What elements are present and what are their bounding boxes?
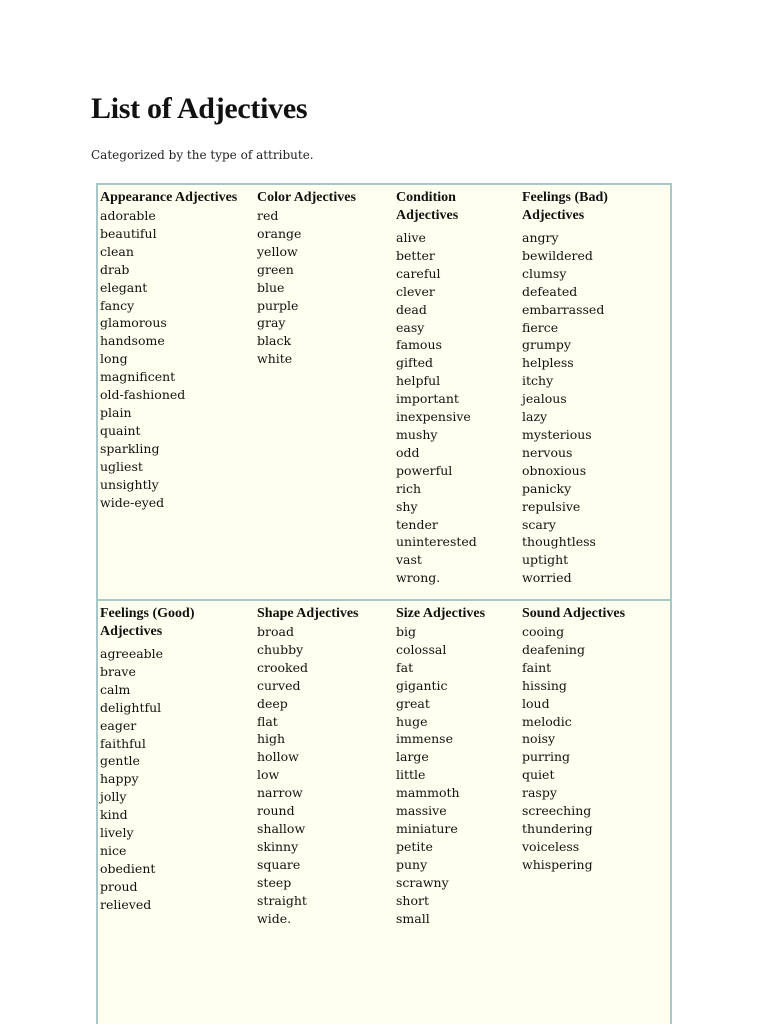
word-item: old-fashioned xyxy=(100,387,186,403)
table-cell-appearance xyxy=(100,185,256,599)
word-item: odd xyxy=(396,444,420,460)
word-item: clumsy xyxy=(522,265,567,281)
word-item: lazy xyxy=(522,409,548,425)
word-item: lively xyxy=(100,825,134,841)
word-item: glamorous xyxy=(100,315,167,331)
word-item: handsome xyxy=(100,333,165,349)
word-item: obedient xyxy=(100,860,156,876)
word-item: big xyxy=(396,624,417,639)
word-item: thoughtless xyxy=(522,534,596,550)
word-item: white xyxy=(257,351,293,367)
table-cell-feelings-bad xyxy=(522,185,670,599)
word-item: better xyxy=(396,247,435,263)
table-row xyxy=(98,601,670,1026)
word-item: flat xyxy=(257,713,278,729)
word-item: alive xyxy=(396,230,426,245)
word-item: uptight xyxy=(522,552,569,568)
table-cell-condition xyxy=(396,185,522,599)
word-item: little xyxy=(396,767,426,783)
word-item: agreeable xyxy=(100,646,164,661)
word-item: powerful xyxy=(396,462,453,478)
word-item: voiceless xyxy=(522,838,580,854)
word-item: angry xyxy=(522,230,559,245)
word-item: loud xyxy=(522,695,550,711)
word-item: easy xyxy=(396,319,425,335)
word-item: cooing xyxy=(522,624,565,639)
word-item: calm xyxy=(100,681,131,697)
word-list xyxy=(257,623,396,927)
word-item: vast xyxy=(396,552,422,568)
word-item: defeated xyxy=(522,283,578,299)
word-item: puny xyxy=(396,856,428,872)
word-item: yellow xyxy=(257,243,298,259)
word-item: faint xyxy=(522,659,552,675)
word-item: unsightly xyxy=(100,476,159,492)
word-item: brave xyxy=(100,663,136,679)
word-list xyxy=(522,229,670,587)
word-item: petite xyxy=(396,838,433,854)
word-item: relieved xyxy=(100,896,152,912)
word-item: mushy xyxy=(396,426,438,442)
word-item: mammoth xyxy=(396,785,460,801)
word-item: faithful xyxy=(100,735,146,751)
word-item: hollow xyxy=(257,749,299,765)
word-item: shallow xyxy=(257,820,306,836)
word-item: whispering xyxy=(522,856,593,872)
page-title: List of Adjectives xyxy=(91,92,308,125)
column-heading: Condition Adjectives xyxy=(396,190,459,223)
word-item: quaint xyxy=(100,422,141,438)
table-cell-shape xyxy=(257,601,396,1026)
word-list xyxy=(100,645,256,914)
word-item: deafening xyxy=(522,641,585,657)
word-list xyxy=(257,207,396,368)
word-item: fat xyxy=(396,659,414,675)
word-item: noisy xyxy=(522,731,556,747)
word-item: chubby xyxy=(257,641,304,657)
word-list xyxy=(522,623,670,874)
word-item: gentle xyxy=(100,753,140,769)
word-item: green xyxy=(257,261,294,277)
word-item: wrong. xyxy=(396,570,441,586)
adjectives-table xyxy=(96,183,672,1024)
word-item: raspy xyxy=(522,785,557,801)
word-item: helpful xyxy=(396,373,441,389)
word-item: rich xyxy=(396,480,422,496)
word-item: eager xyxy=(100,717,137,733)
word-item: embarrassed xyxy=(522,301,605,317)
table-cell-feelings-good xyxy=(100,601,256,1026)
word-item: deep xyxy=(257,695,288,711)
word-item: melodic xyxy=(522,713,572,729)
word-item: plain xyxy=(100,404,132,420)
word-item: fierce xyxy=(522,319,559,335)
word-item: small xyxy=(396,910,430,926)
word-item: skinny xyxy=(257,838,299,854)
word-item: scrawny xyxy=(396,874,449,890)
word-list xyxy=(396,623,522,927)
word-item: mysterious xyxy=(522,426,592,442)
word-item: purring xyxy=(522,749,571,765)
word-item: straight xyxy=(257,892,307,908)
word-item: repulsive xyxy=(522,498,581,514)
word-item: broad xyxy=(257,624,294,639)
word-item: curved xyxy=(257,677,301,693)
word-item: square xyxy=(257,856,301,872)
word-item: uninterested xyxy=(396,534,477,550)
column-heading: Size Adjectives xyxy=(396,606,486,621)
word-item: round xyxy=(257,803,295,819)
word-list xyxy=(100,207,256,511)
word-item: sparkling xyxy=(100,440,160,456)
word-item: itchy xyxy=(522,373,554,389)
word-item: nice xyxy=(100,842,127,858)
word-item: black xyxy=(257,333,292,349)
column-heading: Shape Adjectives xyxy=(257,606,359,621)
word-item: worried xyxy=(522,570,572,586)
word-item: gifted xyxy=(396,355,434,371)
word-item: fancy xyxy=(100,297,135,313)
word-item: high xyxy=(257,731,286,747)
word-item: jolly xyxy=(100,789,127,805)
word-item: tender xyxy=(396,516,438,532)
column-heading: Feelings (Bad) Adjectives xyxy=(522,190,608,223)
word-item: kind xyxy=(100,807,128,823)
word-item: great xyxy=(396,695,430,711)
word-item: ugliest xyxy=(100,458,143,474)
word-item: hissing xyxy=(522,677,567,693)
word-item: crooked xyxy=(257,659,309,675)
word-item: narrow xyxy=(257,785,303,801)
word-item: helpless xyxy=(522,355,574,371)
word-item: famous xyxy=(396,337,442,353)
word-item: short xyxy=(396,892,429,908)
word-item: miniature xyxy=(396,820,458,836)
column-heading: Appearance Adjectives xyxy=(100,190,238,205)
word-item: blue xyxy=(257,279,285,295)
word-item: wide. xyxy=(257,910,292,926)
word-item: large xyxy=(396,749,429,765)
word-item: screeching xyxy=(522,803,592,819)
word-item: low xyxy=(257,767,280,783)
table-cell-sound xyxy=(522,601,670,1026)
word-item: clean xyxy=(100,243,134,259)
page-subtitle: Categorized by the type of attribute. xyxy=(91,148,314,162)
table-cell-color xyxy=(257,185,396,599)
word-item: scary xyxy=(522,516,556,532)
word-item: quiet xyxy=(522,767,555,783)
word-item: nervous xyxy=(522,444,573,460)
table-row xyxy=(98,185,670,599)
word-item: colossal xyxy=(396,641,447,657)
word-item: huge xyxy=(396,713,428,729)
word-item: beautiful xyxy=(100,225,157,241)
word-item: purple xyxy=(257,297,299,313)
column-heading: Feelings (Good) Adjectives xyxy=(100,606,195,639)
word-item: important xyxy=(396,391,459,407)
word-item: inexpensive xyxy=(396,409,471,425)
word-item: wide-eyed xyxy=(100,494,165,510)
word-item: panicky xyxy=(522,480,572,496)
word-item: careful xyxy=(396,265,441,281)
word-item: obnoxious xyxy=(522,462,587,478)
word-item: steep xyxy=(257,874,292,890)
word-item: thundering xyxy=(522,820,593,836)
word-item: red xyxy=(257,208,279,223)
word-item: dead xyxy=(396,301,427,317)
word-item: clever xyxy=(396,283,435,299)
word-item: gray xyxy=(257,315,286,331)
word-item: proud xyxy=(100,878,138,894)
column-heading: Sound Adjectives xyxy=(522,606,626,621)
word-item: immense xyxy=(396,731,453,747)
word-list xyxy=(396,229,522,587)
word-item: grumpy xyxy=(522,337,571,353)
word-item: adorable xyxy=(100,208,156,223)
word-item: jealous xyxy=(522,391,567,407)
word-item: delightful xyxy=(100,699,162,715)
word-item: orange xyxy=(257,225,302,241)
word-item: drab xyxy=(100,261,130,277)
word-item: bewildered xyxy=(522,247,593,263)
word-item: magnificent xyxy=(100,369,176,385)
word-item: long xyxy=(100,351,128,367)
word-item: happy xyxy=(100,771,139,787)
table-cell-size xyxy=(396,601,522,1026)
word-item: shy xyxy=(396,498,418,514)
column-heading: Color Adjectives xyxy=(257,190,356,205)
word-item: massive xyxy=(396,803,447,819)
word-item: gigantic xyxy=(396,677,448,693)
word-item: elegant xyxy=(100,279,148,295)
